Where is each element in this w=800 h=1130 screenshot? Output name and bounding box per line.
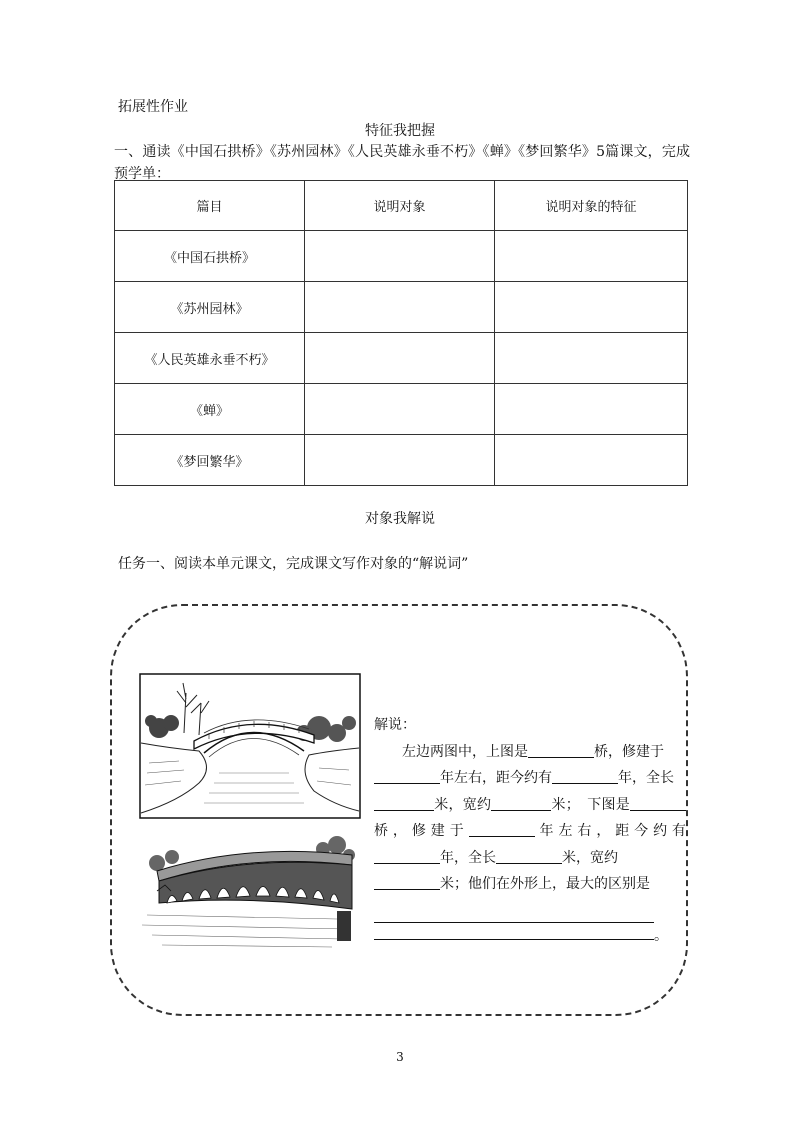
difference-blank-line-1[interactable] xyxy=(374,902,654,923)
width-blank-2[interactable] xyxy=(374,875,440,890)
text-fragment: 米，宽约 xyxy=(434,796,492,813)
row-title: 《中国石拱桥》 xyxy=(115,231,305,282)
page-heading: 拓展性作业 xyxy=(118,99,188,115)
width-blank-1[interactable] xyxy=(491,796,551,811)
text-fragment: 米；他们在外形上，最大的区别是 xyxy=(440,876,650,892)
table-row xyxy=(115,435,688,486)
text-fragment: 桥，修建于 xyxy=(594,743,664,760)
build-year-blank-1[interactable] xyxy=(374,769,440,784)
table-row xyxy=(115,333,688,384)
feature-cell[interactable] xyxy=(495,333,688,384)
text-fragment: 年左右，距今约有 xyxy=(534,823,687,839)
table-header-row xyxy=(115,181,688,231)
page-number: 3 xyxy=(396,1050,404,1064)
object-cell[interactable] xyxy=(305,384,495,435)
text-fragment: 年，全长 xyxy=(440,849,496,866)
object-cell[interactable] xyxy=(305,231,495,282)
row-title: 《蝉》 xyxy=(115,384,305,435)
text-fragment: 桥，修建于 xyxy=(374,823,469,839)
feature-cell[interactable] xyxy=(495,384,688,435)
section-title-explain: 对象我解说 xyxy=(365,511,435,527)
explanation-text xyxy=(374,712,686,949)
table-row xyxy=(115,384,688,435)
years-ago-blank-2[interactable] xyxy=(374,849,440,864)
row-title: 《梦回繁华》 xyxy=(115,435,305,486)
feature-cell[interactable] xyxy=(495,282,688,333)
explanation-label: 解说： xyxy=(374,717,416,733)
length-blank-2[interactable] xyxy=(496,849,562,864)
length-blank-1[interactable] xyxy=(374,796,434,811)
zhaozhou-bridge-image xyxy=(139,673,361,819)
explanation-paragraph xyxy=(374,739,686,950)
task-one: 任务一、阅读本单元课文，完成课文写作对象的“解说词” xyxy=(118,556,469,572)
text-fragment: 左边两图中，上图是 xyxy=(402,743,528,760)
preview-table xyxy=(114,180,688,486)
object-cell[interactable] xyxy=(305,282,495,333)
section-title-features: 特征我把握 xyxy=(365,123,435,139)
feature-cell[interactable] xyxy=(495,435,688,486)
text-fragment: 年左右，距今约有 xyxy=(440,770,552,786)
text-fragment: 。 xyxy=(654,927,668,944)
object-cell[interactable] xyxy=(305,435,495,486)
text-fragment: 米，宽约 xyxy=(562,849,618,866)
row-title: 《苏州园林》 xyxy=(115,282,305,333)
text-fragment: 米； 下图是 xyxy=(551,796,630,813)
build-year-blank-2[interactable] xyxy=(469,822,535,837)
years-ago-blank-1[interactable] xyxy=(552,769,618,784)
header-object: 说明对象 xyxy=(305,181,495,231)
table-row xyxy=(115,282,688,333)
seventeen-arch-bridge-image xyxy=(137,825,361,953)
question-one: 一、通读《中国石拱桥》《苏州园林》《人民英雄永垂不朽》《蝉》《梦回繁华》5篇课文，完成预学单： xyxy=(114,144,690,182)
row-title: 《人民英雄永垂不朽》 xyxy=(115,333,305,384)
difference-blank-line-2[interactable] xyxy=(374,925,654,940)
header-feature: 说明对象的特征 xyxy=(495,181,688,231)
object-cell[interactable] xyxy=(305,333,495,384)
bridge-name-blank-2[interactable] xyxy=(630,796,686,811)
feature-cell[interactable] xyxy=(495,231,688,282)
table-row xyxy=(115,231,688,282)
bridge-name-blank-1[interactable] xyxy=(528,743,594,758)
text-fragment: 年，全长 xyxy=(618,770,674,786)
header-title: 篇目 xyxy=(115,181,305,231)
